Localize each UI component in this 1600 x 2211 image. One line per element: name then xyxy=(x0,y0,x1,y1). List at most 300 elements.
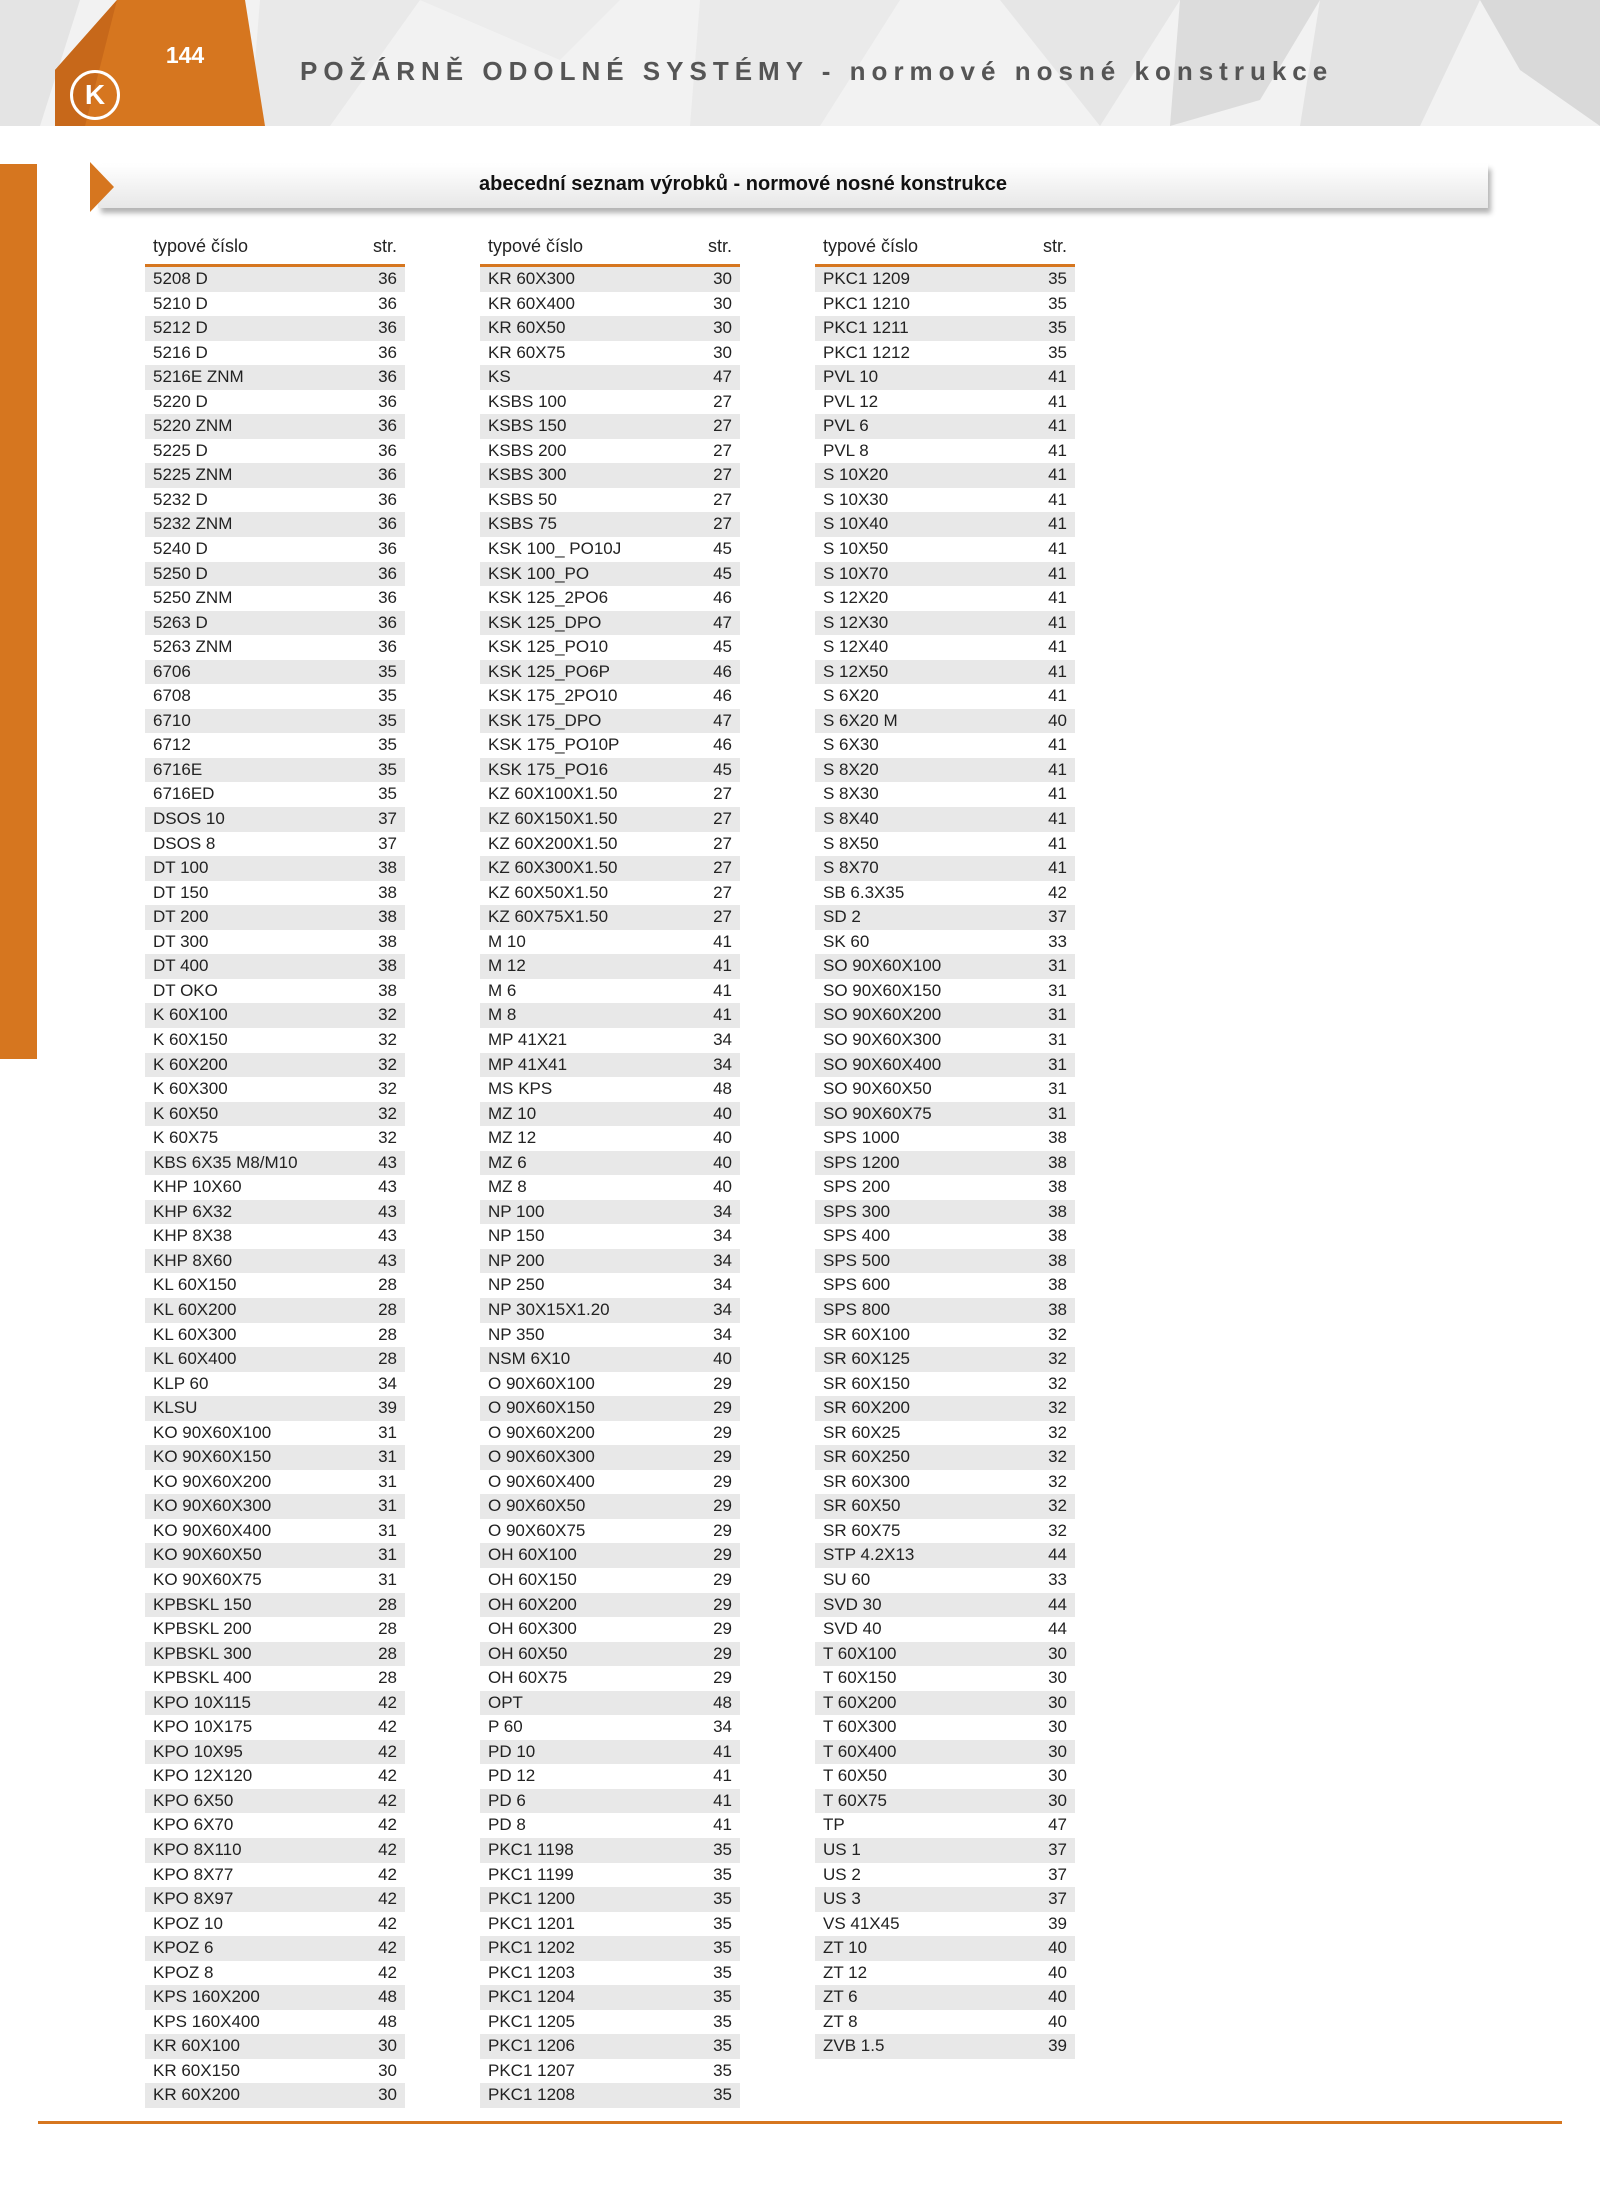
product-code: PKC1 1208 xyxy=(488,2085,575,2105)
table-row xyxy=(815,758,1075,783)
page-reference: 41 xyxy=(1048,539,1067,559)
product-code: MZ 6 xyxy=(488,1152,527,1172)
table-row xyxy=(815,1666,1075,1691)
page-reference: 38 xyxy=(1048,1201,1067,1221)
product-code: DT 300 xyxy=(153,931,209,951)
table-row xyxy=(815,341,1075,366)
product-code: DT 100 xyxy=(153,858,209,878)
page-reference: 46 xyxy=(713,661,732,681)
table-row xyxy=(815,267,1075,292)
product-code: MP 41X21 xyxy=(488,1029,568,1049)
table-row xyxy=(145,1077,405,1102)
page-reference: 36 xyxy=(378,269,397,288)
table-row xyxy=(815,2034,1075,2059)
table-row xyxy=(145,537,405,562)
product-code: SPS 500 xyxy=(823,1250,891,1270)
table-row xyxy=(480,832,740,857)
table-row xyxy=(480,1593,740,1618)
table-row xyxy=(815,930,1075,955)
table-row xyxy=(145,1494,405,1519)
table-row xyxy=(145,1568,405,1593)
product-code: KPO 8X110 xyxy=(153,1840,242,1859)
page-reference: 38 xyxy=(1048,1226,1067,1246)
page-reference: 27 xyxy=(713,833,732,853)
page-reference: 31 xyxy=(378,1569,397,1589)
page-reference: 33 xyxy=(1048,1569,1067,1589)
product-code: NSM 6X10 xyxy=(488,1349,571,1369)
product-code: KPO 10X175 xyxy=(153,1717,253,1737)
table-row xyxy=(480,1445,740,1470)
page-reference: 31 xyxy=(1048,1005,1067,1025)
product-code: PD 10 xyxy=(488,1741,536,1761)
table-row xyxy=(815,1445,1075,1470)
page-reference: 41 xyxy=(1048,759,1067,779)
page-reference: 38 xyxy=(1048,1250,1067,1270)
column-header-code: typové číslo xyxy=(823,236,919,256)
table-row xyxy=(145,1396,405,1421)
product-code: S 6X20 M xyxy=(823,710,898,730)
left-accent-bar xyxy=(0,164,37,1059)
page-reference: 32 xyxy=(1048,1349,1067,1369)
table-row xyxy=(145,1887,405,1912)
product-code: T 60X400 xyxy=(823,1741,897,1761)
product-code: 5232 D xyxy=(153,489,208,509)
product-code: MZ 12 xyxy=(488,1128,537,1148)
page-reference: 30 xyxy=(1048,1766,1067,1786)
page-reference: 32 xyxy=(378,1005,397,1025)
page-reference: 36 xyxy=(378,563,397,583)
product-code: KSBS 100 xyxy=(488,391,567,411)
table-row xyxy=(480,1126,740,1151)
product-code: KR 60X400 xyxy=(488,293,575,313)
table-row xyxy=(480,1273,740,1298)
product-code: K 60X75 xyxy=(153,1128,219,1148)
product-code: MS KPS xyxy=(488,1079,553,1099)
table-row xyxy=(480,954,740,979)
page-reference: 45 xyxy=(713,539,732,559)
page-reference: 42 xyxy=(378,1938,397,1958)
page-reference: 36 xyxy=(378,416,397,436)
table-row xyxy=(145,488,405,513)
product-code: 5225 ZNM xyxy=(153,465,233,485)
page-reference: 35 xyxy=(1048,269,1067,288)
product-code: KO 90X60X75 xyxy=(153,1569,262,1589)
table-row xyxy=(480,635,740,660)
table-row xyxy=(815,1224,1075,1249)
table-row xyxy=(815,1151,1075,1176)
table-row xyxy=(145,832,405,857)
product-code: S 10X70 xyxy=(823,563,889,583)
page-reference: 41 xyxy=(1048,637,1067,657)
page-reference: 40 xyxy=(1048,710,1067,730)
product-code: K 60X50 xyxy=(153,1103,219,1123)
product-code: SPS 200 xyxy=(823,1177,891,1197)
product-code: PD 8 xyxy=(488,1815,526,1835)
product-code: KPO 10X115 xyxy=(153,1692,251,1712)
table-row xyxy=(145,463,405,488)
product-code: KR 60X200 xyxy=(153,2085,240,2105)
page-reference: 32 xyxy=(1048,1422,1067,1442)
page-reference: 37 xyxy=(1048,1864,1067,1884)
page-reference: 40 xyxy=(1048,1938,1067,1958)
page-reference: 27 xyxy=(713,809,732,829)
table-row xyxy=(145,1863,405,1888)
table-row xyxy=(145,1961,405,1986)
table-row xyxy=(145,979,405,1004)
page-reference: 41 xyxy=(1048,612,1067,632)
table-row xyxy=(145,758,405,783)
page-reference: 35 xyxy=(713,2011,732,2031)
page-reference: 40 xyxy=(1048,2011,1067,2031)
index-rows xyxy=(145,267,405,2108)
product-code: 5210 D xyxy=(153,293,208,313)
page-reference: 47 xyxy=(713,367,732,387)
table-row xyxy=(480,1421,740,1446)
product-code: NP 30X15X1.20 xyxy=(488,1299,610,1319)
page-reference: 29 xyxy=(713,1398,732,1418)
page-reference: 37 xyxy=(378,833,397,853)
page-reference: 40 xyxy=(713,1128,732,1148)
product-code: KPOZ 8 xyxy=(153,1962,214,1982)
product-code: KZ 60X300X1.50 xyxy=(488,858,618,878)
index-column-2 xyxy=(480,232,740,2108)
product-code: 6712 xyxy=(153,735,191,755)
page-reference: 35 xyxy=(1048,318,1067,338)
table-row xyxy=(480,1028,740,1053)
page-reference: 30 xyxy=(1048,1790,1067,1810)
index-rows xyxy=(815,267,1075,2059)
page-reference: 32 xyxy=(378,1054,397,1074)
product-code: KSBS 150 xyxy=(488,416,567,436)
page-reference: 41 xyxy=(713,980,732,1000)
table-row xyxy=(480,341,740,366)
page-reference: 32 xyxy=(1048,1471,1067,1491)
table-row xyxy=(815,1347,1075,1372)
product-code: DT OKO xyxy=(153,980,218,1000)
section-title: abecední seznam výrobků - normové nosné konstrukce xyxy=(479,173,1007,195)
product-code: SR 60X50 xyxy=(823,1496,901,1516)
table-row xyxy=(145,733,405,758)
product-code: NP 200 xyxy=(488,1250,545,1270)
product-code: SPS 1200 xyxy=(823,1152,900,1172)
product-code: T 60X100 xyxy=(823,1643,897,1663)
table-row xyxy=(145,709,405,734)
page-reference: 41 xyxy=(1048,440,1067,460)
product-code: KHP 10X60 xyxy=(153,1177,242,1197)
table-row xyxy=(145,2059,405,2084)
page-reference: 38 xyxy=(378,907,397,927)
table-row xyxy=(145,1273,405,1298)
page-reference: 31 xyxy=(1048,980,1067,1000)
product-code: KO 90X60X400 xyxy=(153,1520,272,1540)
product-code: KSBS 300 xyxy=(488,465,567,485)
page-reference: 37 xyxy=(1048,1889,1067,1909)
table-row xyxy=(480,1543,740,1568)
table-row xyxy=(145,439,405,464)
table-row xyxy=(145,1298,405,1323)
page-reference: 44 xyxy=(1048,1619,1067,1639)
product-code: STP 4.2X13 xyxy=(823,1545,915,1565)
product-code: 5216 D xyxy=(153,342,208,362)
table-row xyxy=(815,1470,1075,1495)
table-row xyxy=(145,1789,405,1814)
product-code: OH 60X150 xyxy=(488,1569,577,1589)
page-reference: 47 xyxy=(713,710,732,730)
page-reference: 32 xyxy=(1048,1373,1067,1393)
table-row xyxy=(815,1003,1075,1028)
product-code: PKC1 1207 xyxy=(488,2060,575,2080)
product-code: S 10X50 xyxy=(823,539,889,559)
product-code: KPS 160X400 xyxy=(153,2011,260,2031)
table-row xyxy=(815,954,1075,979)
product-code: KO 90X60X200 xyxy=(153,1471,272,1491)
page-reference: 31 xyxy=(378,1422,397,1442)
product-code: KL 60X400 xyxy=(153,1349,237,1369)
table-row xyxy=(145,512,405,537)
table-row xyxy=(815,1863,1075,1888)
page-reference: 42 xyxy=(378,1815,397,1835)
product-code: 5216E ZNM xyxy=(153,367,244,387)
page-reference: 28 xyxy=(378,1275,397,1295)
page-reference: 41 xyxy=(1048,784,1067,804)
column-header-page: str. xyxy=(1042,236,1067,256)
page-reference: 42 xyxy=(378,1840,397,1859)
product-code: KSBS 50 xyxy=(488,489,557,509)
page-reference: 29 xyxy=(713,1569,732,1589)
product-code: KSK 125_DPO xyxy=(488,612,602,632)
table-row xyxy=(145,1224,405,1249)
product-code: KPO 6X50 xyxy=(153,1790,234,1810)
table-row xyxy=(815,562,1075,587)
page-reference: 38 xyxy=(378,956,397,976)
table-row xyxy=(145,930,405,955)
page-reference: 38 xyxy=(1048,1152,1067,1172)
page-reference: 43 xyxy=(378,1226,397,1246)
table-row xyxy=(815,439,1075,464)
product-code: PKC1 1206 xyxy=(488,2036,575,2056)
product-code: SVD 40 xyxy=(823,1619,882,1639)
table-row xyxy=(815,1740,1075,1765)
product-code: KR 60X75 xyxy=(488,342,566,362)
table-row xyxy=(815,586,1075,611)
page-reference: 36 xyxy=(378,588,397,608)
product-code: KHP 8X60 xyxy=(153,1250,233,1270)
product-code: S 6X20 xyxy=(823,686,879,706)
page-reference: 30 xyxy=(713,342,732,362)
table-row xyxy=(145,2010,405,2035)
table-row xyxy=(480,709,740,734)
page-reference: 28 xyxy=(378,1349,397,1369)
table-row xyxy=(145,684,405,709)
page-reference: 47 xyxy=(1048,1815,1067,1835)
product-code: US 1 xyxy=(823,1840,861,1859)
page-reference: 34 xyxy=(713,1299,732,1319)
product-code: KSK 175_PO16 xyxy=(488,759,609,779)
product-code: T 60X50 xyxy=(823,1766,887,1786)
product-code: KHP 8X38 xyxy=(153,1226,233,1246)
page-reference: 27 xyxy=(713,907,732,927)
table-row xyxy=(480,1642,740,1667)
table-row xyxy=(480,1691,740,1716)
page-reference: 36 xyxy=(378,293,397,313)
page-reference: 39 xyxy=(378,1398,397,1418)
page-reference: 34 xyxy=(713,1717,732,1737)
product-code: SR 60X300 xyxy=(823,1471,910,1491)
page-reference: 41 xyxy=(1048,465,1067,485)
page-reference: 34 xyxy=(713,1324,732,1344)
column-header-page: str. xyxy=(707,236,732,256)
table-row xyxy=(480,1568,740,1593)
product-code: PKC1 1202 xyxy=(488,1938,575,1958)
product-code: PKC1 1212 xyxy=(823,342,910,362)
page-reference: 32 xyxy=(1048,1496,1067,1516)
table-row xyxy=(815,856,1075,881)
page-reference: 35 xyxy=(713,1962,732,1982)
page-reference: 31 xyxy=(378,1520,397,1540)
product-code: T 60X200 xyxy=(823,1692,897,1712)
table-row xyxy=(480,758,740,783)
page-reference: 28 xyxy=(378,1299,397,1319)
page-reference: 31 xyxy=(378,1496,397,1516)
page-reference: 28 xyxy=(378,1324,397,1344)
product-code: KSK 100_PO xyxy=(488,563,590,583)
table-row xyxy=(145,414,405,439)
product-code: O 90X60X75 xyxy=(488,1520,586,1540)
table-row xyxy=(480,488,740,513)
product-code: 5208 D xyxy=(153,269,208,288)
table-row xyxy=(480,1912,740,1937)
product-code: S 8X20 xyxy=(823,759,879,779)
page-reference: 32 xyxy=(1048,1324,1067,1344)
table-row xyxy=(480,930,740,955)
product-code: T 60X150 xyxy=(823,1668,897,1688)
page-reference: 42 xyxy=(378,1741,397,1761)
table-row xyxy=(815,1789,1075,1814)
page-reference: 40 xyxy=(1048,1987,1067,2007)
product-code: S 10X40 xyxy=(823,514,889,534)
table-row xyxy=(145,267,405,292)
page-reference: 48 xyxy=(378,2011,397,2031)
product-code: SO 90X60X50 xyxy=(823,1079,932,1099)
page-reference: 31 xyxy=(378,1447,397,1467)
page-reference: 32 xyxy=(378,1029,397,1049)
table-row xyxy=(480,414,740,439)
page-reference: 42 xyxy=(378,1692,397,1712)
page-reference: 31 xyxy=(1048,1103,1067,1123)
table-row xyxy=(480,1151,740,1176)
page-reference: 31 xyxy=(1048,1029,1067,1049)
table-row xyxy=(145,365,405,390)
product-code: SPS 400 xyxy=(823,1226,891,1246)
table-row xyxy=(815,1323,1075,1348)
product-code: K 60X300 xyxy=(153,1079,228,1099)
product-code: PKC1 1200 xyxy=(488,1889,575,1909)
page-reference: 41 xyxy=(1048,661,1067,681)
page-reference: 27 xyxy=(713,465,732,485)
table-row xyxy=(815,2010,1075,2035)
page-reference: 32 xyxy=(1048,1520,1067,1540)
table-row xyxy=(815,1175,1075,1200)
product-code: TP xyxy=(823,1815,845,1835)
table-row xyxy=(815,1396,1075,1421)
product-code: KO 90X60X300 xyxy=(153,1496,272,1516)
product-code: O 90X60X400 xyxy=(488,1471,595,1491)
table-row xyxy=(815,512,1075,537)
table-row xyxy=(480,1666,740,1691)
table-row xyxy=(480,807,740,832)
product-code: S 6X30 xyxy=(823,735,879,755)
table-row xyxy=(480,856,740,881)
product-code: KZ 60X200X1.50 xyxy=(488,833,618,853)
page-reference: 29 xyxy=(713,1594,732,1614)
table-row xyxy=(815,905,1075,930)
product-code: KL 60X300 xyxy=(153,1324,237,1344)
product-code: O 90X60X300 xyxy=(488,1447,595,1467)
table-row xyxy=(815,1764,1075,1789)
page-reference: 35 xyxy=(713,1938,732,1958)
product-code: ZT 8 xyxy=(823,2011,858,2031)
table-row xyxy=(815,1028,1075,1053)
table-row xyxy=(815,1053,1075,1078)
table-row xyxy=(145,1053,405,1078)
product-code: SPS 800 xyxy=(823,1299,891,1319)
product-code: PKC1 1203 xyxy=(488,1962,575,1982)
table-row xyxy=(480,1470,740,1495)
page-reference: 35 xyxy=(1048,293,1067,313)
table-row xyxy=(145,635,405,660)
table-row xyxy=(480,1200,740,1225)
column-header xyxy=(480,232,740,267)
product-code: PVL 10 xyxy=(823,367,879,387)
table-row xyxy=(145,1642,405,1667)
table-row xyxy=(480,881,740,906)
page-reference: 34 xyxy=(713,1054,732,1074)
page-reference: 31 xyxy=(378,1545,397,1565)
page-reference: 41 xyxy=(713,1790,732,1810)
table-row xyxy=(815,635,1075,660)
product-code: KR 60X300 xyxy=(488,269,575,288)
table-row xyxy=(480,463,740,488)
page-reference: 45 xyxy=(713,759,732,779)
column-header xyxy=(145,232,405,267)
table-row xyxy=(145,1445,405,1470)
page-reference: 45 xyxy=(713,563,732,583)
product-code: NP 100 xyxy=(488,1201,545,1221)
product-code: PVL 12 xyxy=(823,391,879,411)
table-row xyxy=(145,1003,405,1028)
product-code: SPS 300 xyxy=(823,1201,891,1221)
table-row xyxy=(145,1936,405,1961)
table-row xyxy=(145,1740,405,1765)
product-code: KPOZ 10 xyxy=(153,1913,223,1933)
page-reference: 41 xyxy=(713,1766,732,1786)
product-code: KPO 6X70 xyxy=(153,1815,234,1835)
product-code: S 8X70 xyxy=(823,858,879,878)
table-row xyxy=(145,2034,405,2059)
table-row xyxy=(815,1617,1075,1642)
product-code: NP 250 xyxy=(488,1275,545,1295)
product-code: M 6 xyxy=(488,980,517,1000)
page-reference: 36 xyxy=(378,489,397,509)
product-code: PKC1 1211 xyxy=(823,318,909,338)
page-reference: 39 xyxy=(1048,2036,1067,2056)
table-row xyxy=(815,684,1075,709)
product-code: SO 90X60X100 xyxy=(823,956,942,976)
product-code: M 8 xyxy=(488,1005,517,1025)
product-code: 6708 xyxy=(153,686,191,706)
table-row xyxy=(480,1740,740,1765)
table-row xyxy=(815,1077,1075,1102)
